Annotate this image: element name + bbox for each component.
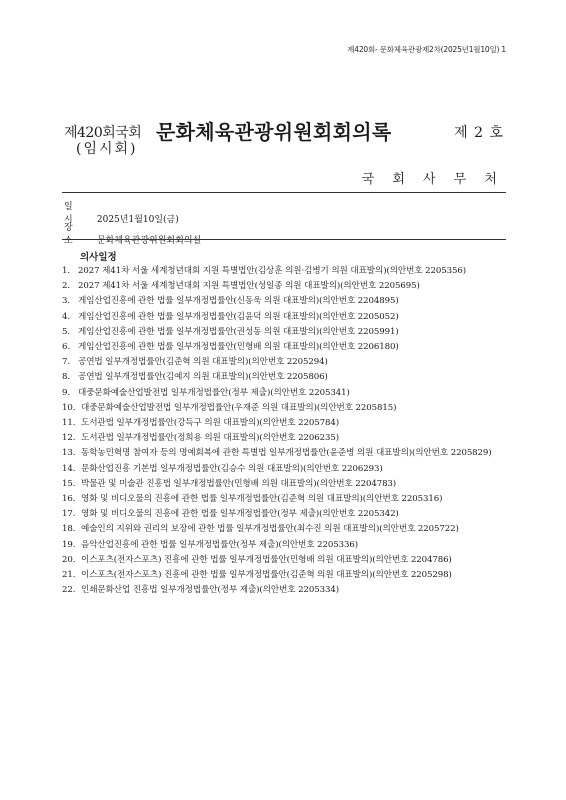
agenda-item-text: 동학농민혁명 참여자 등의 명예회복에 관한 특별법 일부개정법률안(윤준병 의원 대표발의)(의안번호 2205829) — [81, 448, 492, 459]
agenda-item-number: 17. — [62, 509, 76, 520]
agenda-list — [62, 264, 508, 598]
agenda-item-text: 박물관 및 미술관 진흥법 일부개정법률안(민형배 의원 대표발의)(의안번호 2204783) — [81, 478, 397, 489]
agenda-item — [62, 279, 508, 294]
agenda-item — [62, 431, 508, 446]
agenda-item — [62, 370, 508, 385]
agenda-item-text: 대중문화예술산업발전법 일부개정법률안(정부 제출)(의안번호 2205341) — [78, 387, 350, 398]
agenda-item — [62, 477, 508, 492]
agenda-item-text: 문화산업진흥 기본법 일부개정법률안(김승수 의원 대표발의)(의안번호 2206293) — [81, 463, 383, 474]
agenda-item-text: 영화 및 비디오물의 진흥에 관한 법률 일부개정법률안(정부 제출)(의안번호 2205342) — [81, 509, 399, 520]
agenda-title: 의사일정 — [80, 252, 117, 263]
agenda-item-text: 대중문화예술산업발전법 일부개정법률안(우재준 의원 대표발의)(의안번호 2205815) — [81, 402, 397, 413]
divider-bottom — [62, 239, 506, 240]
agenda-item-text: 게임산업진흥에 관한 법률 일부개정법률안(민형배 의원 대표발의)(의안번호 2206180) — [78, 342, 399, 353]
agenda-item-text: 게임산업진흥에 관한 법률 일부개정법률안(권성동 의원 대표발의)(의안번호 2205991) — [78, 326, 399, 337]
assembly-session: 제420회국회 — [64, 125, 142, 141]
agenda-item-number: 19. — [62, 539, 76, 550]
meeting-place — [64, 220, 201, 246]
agenda-item-number: 22. — [62, 585, 76, 596]
agenda-item-text: 공연법 일부개정법률안(김예지 의원 대표발의)(의안번호 2205806) — [78, 372, 328, 383]
agenda-item-text: 게임산업진흥에 관한 법률 일부개정법률안(김윤덕 의원 대표발의)(의안번호 2205052) — [78, 311, 399, 322]
agenda-item-number: 14. — [62, 463, 76, 474]
agenda-item-text: 인쇄문화산업 진흥법 일부개정법률안(정부 제출)(의안번호 2205334) — [81, 585, 339, 596]
agenda-item-number: 8. — [62, 372, 70, 383]
agenda-item — [62, 553, 508, 568]
agenda-item-text: 도서관법 일부개정법률안(강득구 의원 대표발의)(의안번호 2205784) — [81, 418, 339, 429]
secretariat: 국 회 사 무 처 — [361, 172, 504, 187]
committee-title: 문화체육관광위원회회의록 — [156, 120, 392, 144]
agenda-item — [62, 264, 508, 279]
agenda-item — [62, 355, 508, 370]
agenda-item-text: 게임산업진흥에 관한 법률 일부개정법률안(신동욱 의원 대표발의)(의안번호 2204895) — [78, 296, 399, 307]
agenda-item-text: 이스포츠(전자스포츠) 진흥에 관한 법률 일부개정법률안(민형배 의원 대표발의)(의안번호 2204786) — [81, 554, 452, 565]
agenda-item — [62, 386, 508, 401]
agenda-item-number: 16. — [62, 494, 76, 505]
agenda-item-text: 이스포츠(전자스포츠) 진흥에 관한 법률 일부개정법률안(김준혁 의원 대표발의)(의안번호 2205298) — [81, 570, 452, 581]
agenda-item-text: 2027 제41차 서울 세계청년대회 지원 특별법안(김상훈 의원·김병기 의원 대표발의)(의안번호 2205356) — [78, 266, 466, 276]
agenda-item — [62, 340, 508, 355]
running-header: 제420회- 문화체육관광제2차(2025년1월10일) 1 — [347, 45, 506, 54]
date-label: 일 시 — [64, 202, 82, 225]
agenda-item-number: 7. — [62, 357, 70, 368]
agenda-item-number: 3. — [62, 296, 70, 307]
session-type: (임시회) — [76, 141, 138, 157]
place-label: 장 소 — [64, 223, 82, 246]
agenda-item-number: 4. — [62, 311, 70, 322]
agenda-item-number: 11. — [62, 418, 76, 429]
agenda-item-number: 18. — [62, 524, 76, 535]
agenda-item-text: 도서관법 일부개정법률안(정희용 의원 대표발의)(의안번호 2206235) — [81, 433, 339, 444]
agenda-item-number: 13. — [62, 448, 76, 459]
agenda-item-text: 예술인의 지위와 권리의 보장에 관한 법률 일부개정법률안(최수진 의원 대표발의)(의안번호 2205722) — [81, 524, 459, 535]
agenda-item — [62, 325, 508, 340]
agenda-item — [62, 310, 508, 325]
agenda-item — [62, 492, 508, 507]
agenda-item-number: 20. — [62, 554, 76, 565]
agenda-item — [62, 462, 508, 477]
agenda-item-number: 15. — [62, 478, 76, 489]
agenda-item-number: 6. — [62, 342, 70, 353]
agenda-item — [62, 538, 508, 553]
agenda-item — [62, 522, 508, 537]
agenda-item-number: 5. — [62, 326, 70, 337]
agenda-item-number: 12. — [62, 433, 76, 444]
agenda-item-text: 공연법 일부개정법률안(김준혁 의원 대표발의)(의안번호 2205294) — [78, 357, 328, 368]
agenda-item-number: 10. — [62, 402, 76, 413]
agenda-item — [62, 294, 508, 309]
agenda-item-text: 영화 및 비디오물의 진흥에 관한 법률 일부개정법률안(김준혁 의원 대표발의)(의안번호 2205316) — [81, 494, 443, 505]
agenda-item — [62, 568, 508, 583]
agenda-item-text: 2027 제41차 서울 세계청년대회 지원 특별법안(성일종 의원 대표발의)(의안번호 2205695) — [78, 281, 420, 292]
agenda-item-number: 9. — [62, 387, 70, 398]
agenda-item-number: 2. — [62, 281, 70, 292]
agenda-item-text: 음악산업진흥에 관한 법률 일부개정법률안(정부 제출)(의안번호 2205336) — [81, 539, 358, 550]
issue-number: 제 2 호 — [454, 125, 504, 141]
place-value: 문화체육관광위원회회의실 — [96, 236, 202, 246]
date-value: 2025년1월10일(금) — [96, 215, 179, 225]
agenda-item — [62, 401, 508, 416]
agenda-item — [62, 446, 508, 461]
agenda-item-number: 1. — [62, 266, 70, 276]
agenda-item — [62, 507, 508, 522]
divider-top — [62, 192, 506, 193]
agenda-item-number: 21. — [62, 570, 76, 581]
agenda-item — [62, 416, 508, 431]
agenda-item — [62, 583, 508, 598]
